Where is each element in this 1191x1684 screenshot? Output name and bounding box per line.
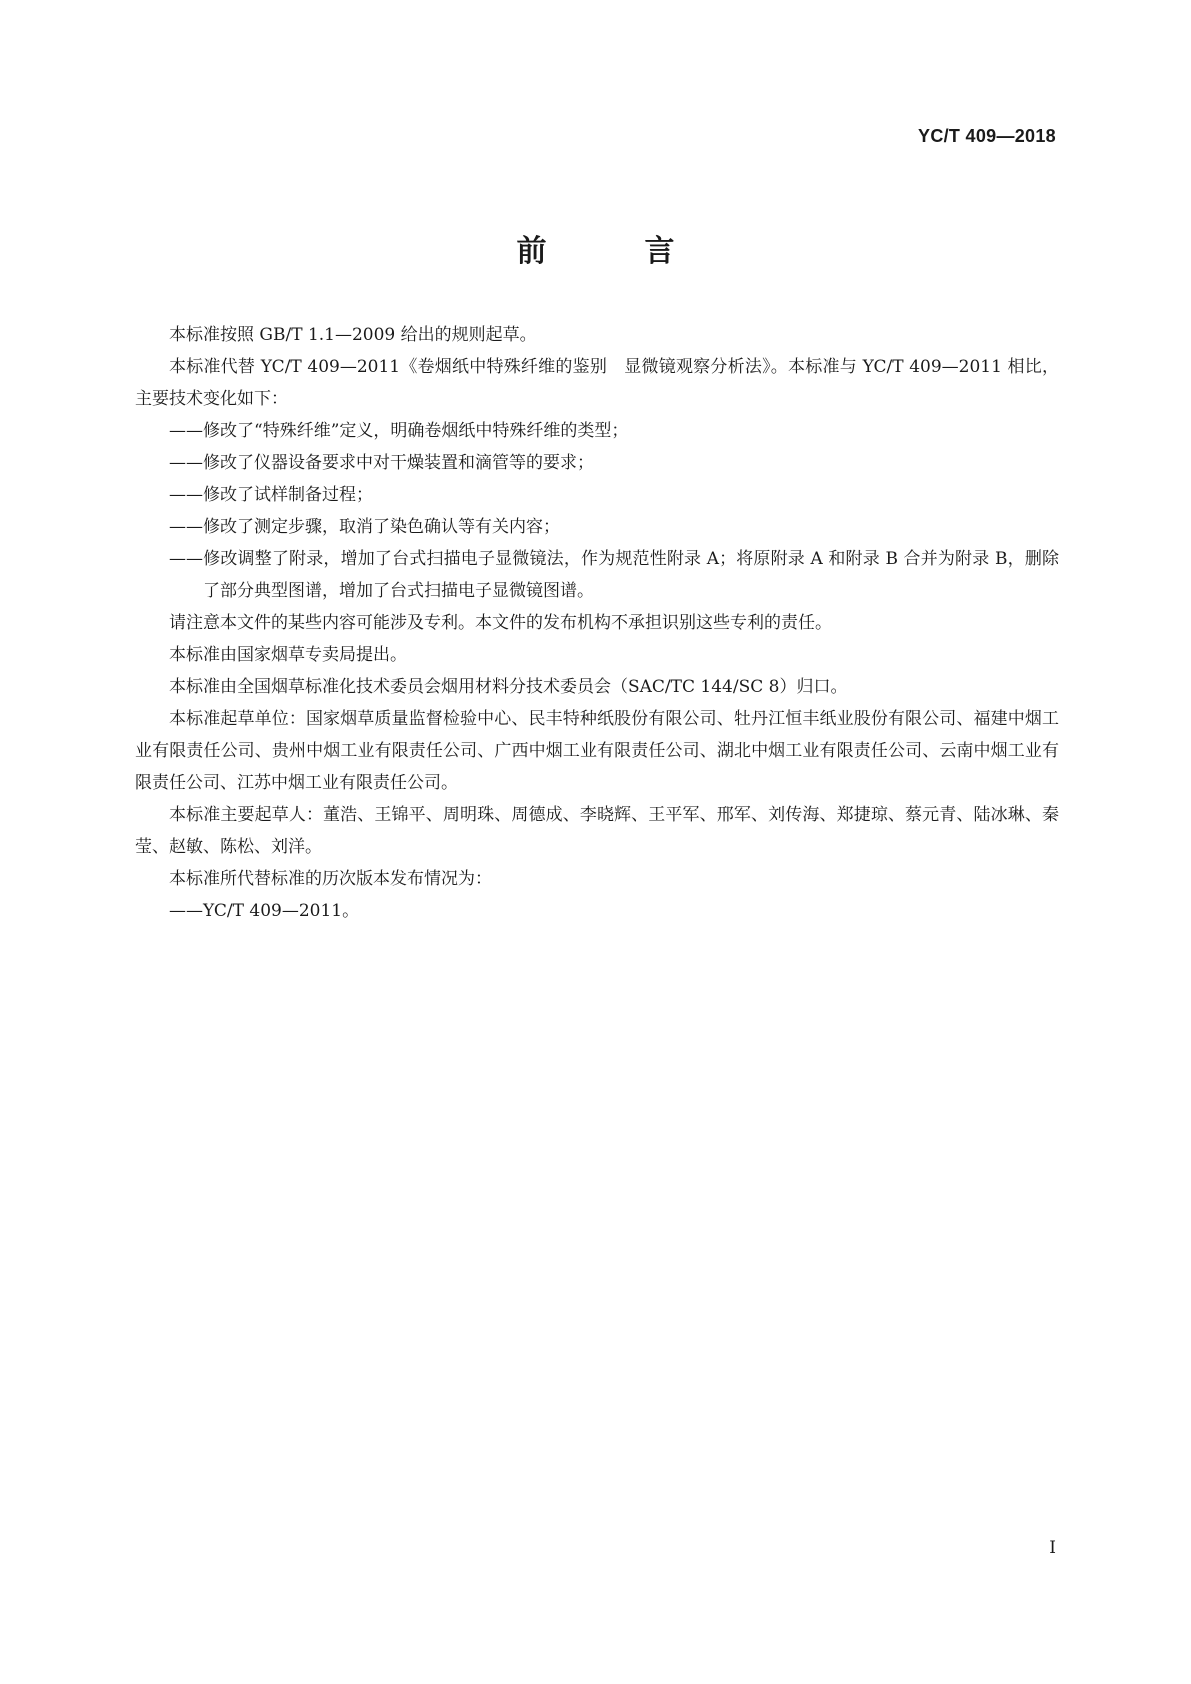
paragraph-history-intro: 本标准所代替标准的历次版本发布情况为： (169, 869, 492, 889)
change-item: ——修改了“特殊纤维”定义，明确卷烟纸中特殊纤维的类型； (169, 421, 629, 441)
paragraph-proposer: 本标准由国家烟草专卖局提出。 (169, 645, 407, 665)
paragraph-drafting-rules: 本标准按照 GB/T 1.1—2009 给出的规则起草。 (169, 325, 537, 345)
change-item: ——修改了仪器设备要求中对干燥装置和滴管等的要求； (169, 453, 594, 473)
paragraph-drafters: 本标准主要起草人：董浩、王锦平、周明珠、周德成、李晓辉、王平军、邢军、刘传海、郑捷琼、蔡元青、陆冰琳、秦莹、赵敏、陈松、刘洋。 (135, 805, 1059, 857)
change-item: ——修改调整了附录，增加了台式扫描电子显微镜法，作为规范性附录 A；将原附录 A 和附录 B 合并为附录 B，删除了部分典型图谱，增加了台式扫描电子显微镜图谱。 (169, 549, 1059, 601)
paragraph-drafting-units: 本标准起草单位：国家烟草质量监督检验中心、民丰特种纸股份有限公司、牡丹江恒丰纸业股份有限公司、福建中烟工业有限责任公司、贵州中烟工业有限责任公司、广西中烟工业有限责任公司、湖北中烟工业有限责任公司、云南中烟工业有限责任公司、江苏中烟工业有限责任公司。 (135, 709, 1059, 793)
page-title: 前 言 (516, 234, 709, 269)
paragraph-patent-notice: 请注意本文件的某些内容可能涉及专利。本文件的发布机构不承担识别这些专利的责任。 (169, 613, 832, 633)
change-item: ——修改了测定步骤，取消了染色确认等有关内容； (169, 517, 560, 537)
document-body (135, 319, 1059, 927)
change-item: ——修改了试样制备过程； (169, 485, 373, 505)
paragraph-administrator: 本标准由全国烟草标准化技术委员会烟用材料分技术委员会（SAC/TC 144/SC 8）归口。 (169, 677, 848, 697)
page-number: I (1049, 1538, 1056, 1558)
paragraph-replacement: 本标准代替 YC/T 409—2011《卷烟纸中特殊纤维的鉴别 显微镜观察分析法》。本标准与 YC/T 409—2011 相比，主要技术变化如下： (135, 357, 1059, 409)
standard-code: YC/T 409—2018 (918, 126, 1056, 146)
history-item: ——YC/T 409—2011。 (169, 901, 360, 921)
